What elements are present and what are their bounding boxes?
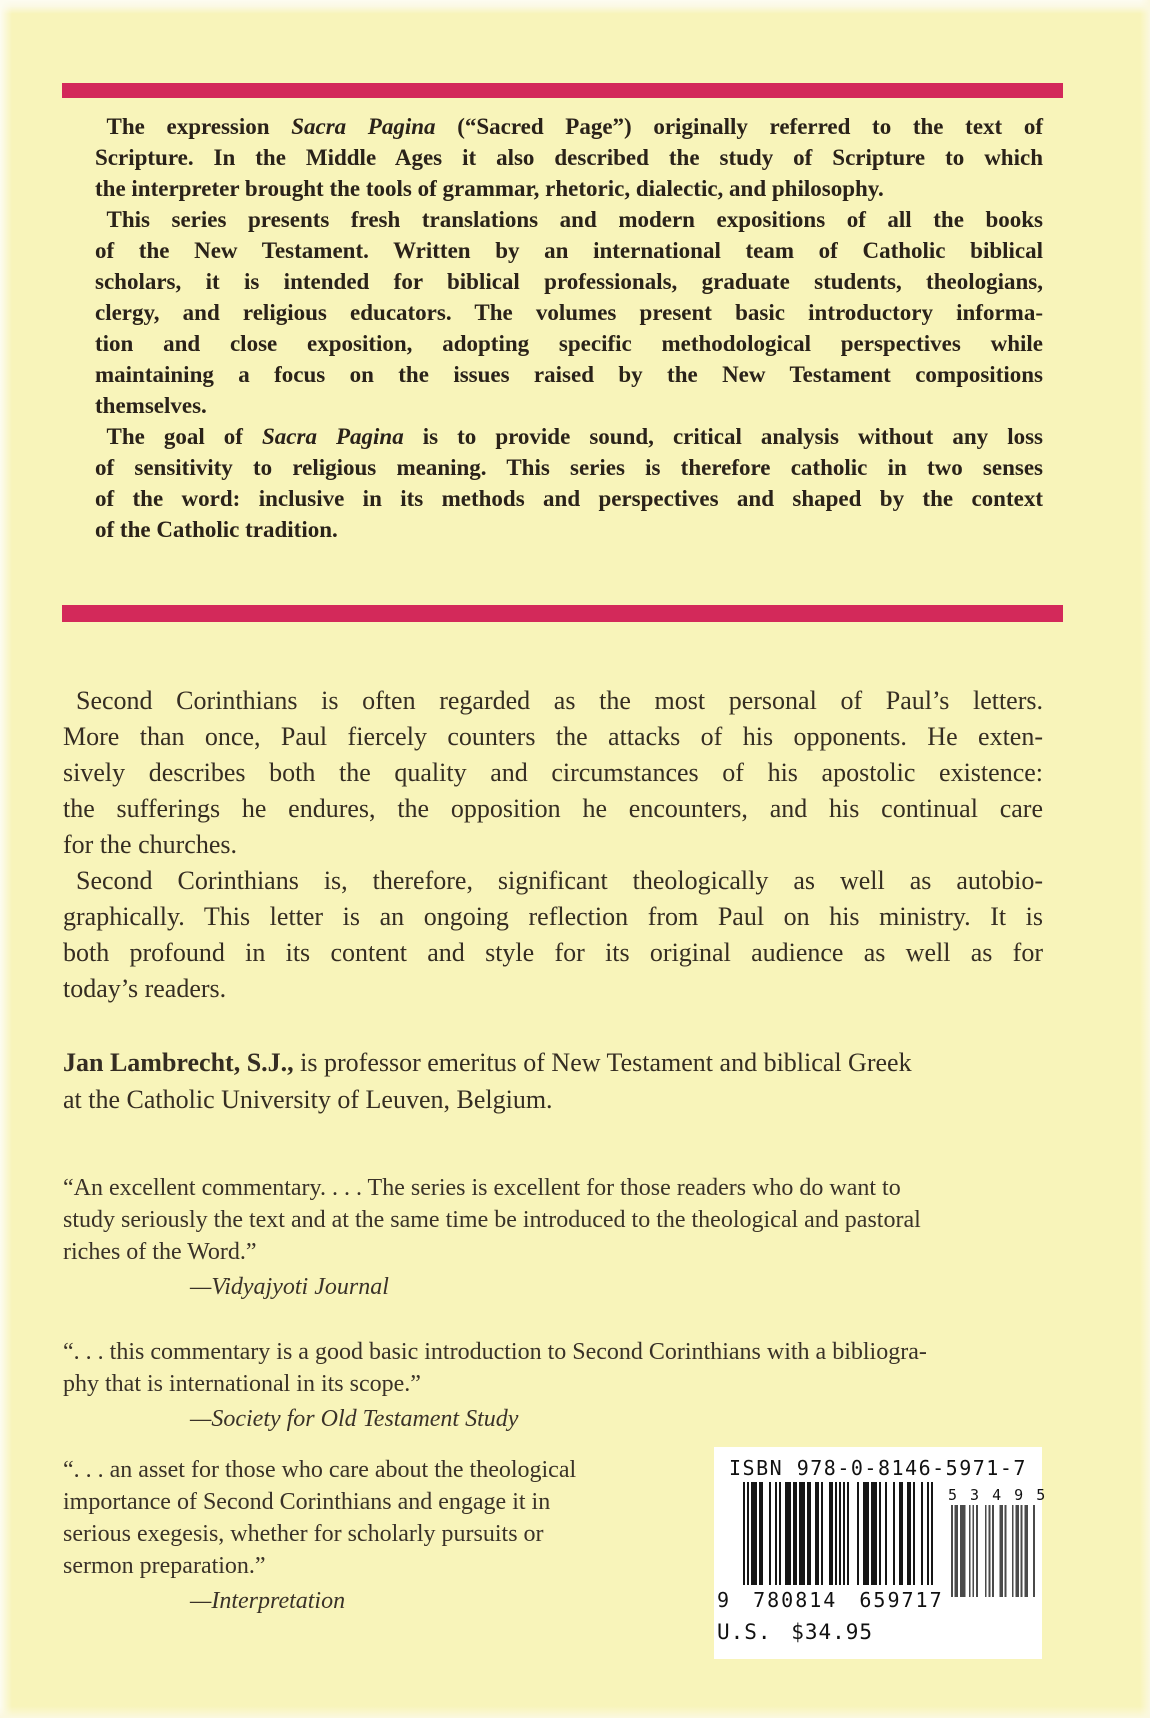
review-attribution-2: —Society for Old Testament Study [190,1406,519,1432]
scan-edge-right [1140,0,1150,1718]
author-bio: Jan Lambrecht, S.J., is professor emeritus of New Testament and biblical Greek at the Catholic University of Leuven, Belgium. [63,1048,912,1114]
review-quote-2 [63,1336,1093,1435]
review-quote-1-text: “An excellent commentary. . . . The series is excellent for those readers who do want to study seriously the text and at the same time be introduced to the theological and pastoral riches of the Word.” [63,1175,921,1265]
series-description: The expression Sacra Pagina (“Sacred Page”) originally referred to the text of Scripture. In the Middle Ages it also described the study of Scripture to which the interpreter brought the tools of grammar, rhetoric, dialectic, and philosophy. This series presents fresh translations and modern expositions of all the books of the New Testament. Written by an international team of Catholic biblical scholars, it is intended for biblical professionals, graduate students, theologians, clergy, and religious educators. The volumes present basic introductory informa- tion and close exposition, adopting specific methodological perspectives while maintaining a focus on the issues raised by the New Testament compositions themselves. The goal of Sacra Pagina is to provide sound, critical analysis without any loss of sensitivity to religious meaning. This series is therefore catholic in two senses of the word: inclusive in its methods and perspectives and shaped by the context of the Catholic tradition. [95,114,1043,542]
isbn-label: ISBN 978-0-8146-5971-7 [729,1456,1027,1480]
review-attribution-3: —Interpretation [190,1588,346,1614]
scan-edge-left [0,0,12,1718]
price-label: U.S. $34.95 [717,1620,874,1644]
review-quote-3-text: “. . . an asset for those who care about the theological importance of Second Corinthians and engage it in serious exegesis, whether for scholarly pursuits or sermon preparation.” [63,1457,577,1579]
barcode-panel [714,1447,1048,1659]
book-description: Second Corinthians is often regarded as the most personal of Paul’s letters. More than once, Paul fiercely counters the attacks of his opponents. He exten- sively describes both the quality and circumstances of his apostolic existence: the sufferings he endures, the opposition he encounters, and his continual care for the churches. Second Corinthians is, therefore, significant theologically as well as autobio- graphically. This letter is an ongoing reflection from Paul on his ministry. It is both profound in its content and style for its original audience as well as for today’s readers. [63,686,1043,1003]
review-attribution-1: —Vidyajyoti Journal [190,1274,389,1300]
scan-edge-bottom [0,1706,1150,1718]
review-quote-3 [63,1454,723,1617]
scan-edge-top [0,0,1150,14]
middle-rule [62,605,1063,622]
barcode-addon [951,1505,1035,1597]
barcode-number: 9 780814 659717 [717,1588,944,1612]
ean13-barcode [743,1482,933,1585]
barcode-addon-digits: 5 3 4 9 5 [948,1486,1048,1504]
review-quote-1 [63,1172,1093,1303]
top-rule [62,83,1063,98]
review-quote-2-text: “. . . this commentary is a good basic introduction to Second Corinthians with a bibliogra- phy that is international in its scope.” [63,1339,927,1397]
